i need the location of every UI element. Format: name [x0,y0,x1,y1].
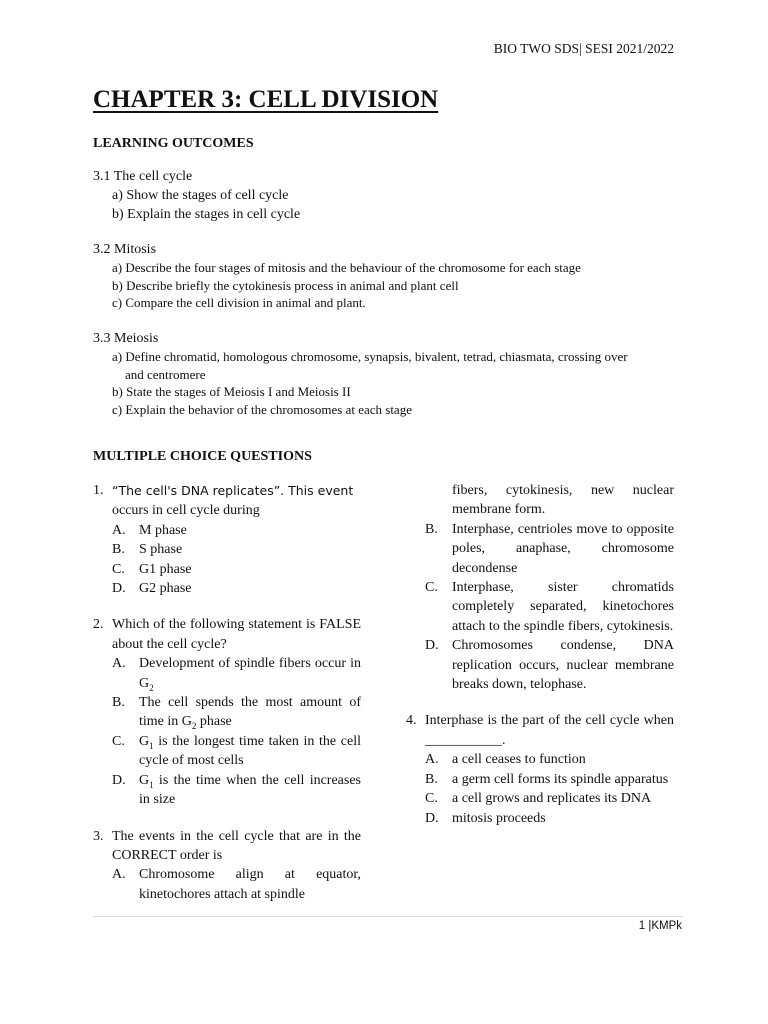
question-stem [93,615,361,654]
option-label: C. [425,791,438,807]
option-text: The cell spends the most amount of time in G [139,695,361,730]
document-header: BIO TWO SDS| SESI 2021/2022 [493,41,674,56]
question-stem [93,481,361,521]
question-3 [93,827,361,905]
chapter-title: CHAPTER 3: CELL DIVISION [93,86,439,113]
outcome-item: a) Describe the four stages of mitosis and the behaviour of the chromosome for each stage [112,260,581,275]
option-b [406,520,674,578]
option-c [406,578,674,636]
option-text: G2 phase [139,581,192,597]
option-a [406,750,674,769]
outcome-item: b) State the stages of Meiosis I and Meiosis II [112,384,351,399]
section-title: 3.1 The cell cycle [93,169,193,184]
outcome-item: b) Explain the stages in cell cycle [112,207,301,222]
question-2 [93,615,361,809]
option-text: is the longest time taken in the cell cycle of most cells [139,733,361,769]
option-b [93,540,361,559]
option-label: A. [425,752,439,768]
option-text: a cell ceases to function [452,752,586,768]
question-number: 1. [93,483,104,498]
option-label: D. [425,638,439,654]
question-4 [406,711,674,827]
footer-divider [93,916,683,917]
option-label: A. [112,867,126,883]
mcq-heading: MULTIPLE CHOICE QUESTIONS [93,449,312,464]
subscript: 2 [191,721,197,732]
option-c [93,560,361,579]
question-stem [406,711,674,750]
mcq-left-column [93,481,361,921]
question-text: The events in the cell cycle that are in the CORRECT order is [112,828,361,863]
outcome-item: c) Explain the behavior of the chromosomes at each stage [112,401,412,417]
option-a [93,865,361,904]
option-b [406,770,674,789]
outcome-item: c) Compare the cell division in animal and plant. [112,295,366,310]
question-number: 2. [93,617,104,633]
option-text: mitosis proceeds [452,810,546,826]
option-label: D. [112,581,126,597]
option-label: B. [425,521,438,537]
mcq-right-column [406,481,674,845]
outcome-item: b) Describe briefly the cytokinesis process in animal and plant cell [112,277,459,293]
option-label: A. [112,522,126,538]
outcome-section-3-2 [93,240,683,312]
outcome-text-continued: and centromere [125,366,206,382]
option-d [93,579,361,598]
option-text: Chromosomes condense, DNA replication occurs, nuclear membrane breaks down, telophase. [452,638,674,693]
option-label: A. [112,656,126,672]
question-text: “The cell's DNA replicates”. This event [112,483,354,498]
option-text: S phase [139,542,183,558]
option-text: M phase [139,522,187,538]
section-title: 3.2 Mitosis [93,242,157,257]
option-text: a cell grows and replicates its DNA [452,791,652,807]
option-text-tail: phase [196,714,232,730]
option-c [406,789,674,808]
subscript: 1 [149,779,154,790]
outcome-text: a) Define chromatid, homologous chromosome, synapsis, bivalent, tetrad, chiasmata, crossing over [112,349,628,364]
option-label: C. [425,580,438,596]
option-a [93,654,361,693]
page-number: 1 |KMPk [638,920,682,932]
question-number: 4. [406,713,417,729]
option-text-prefix: G [139,733,150,749]
option-a-continued: fibers, cytokinesis, new nuclear membrane form. [452,483,674,518]
option-text: Development of spindle fibers occur in G [139,656,361,691]
option-label: D. [425,810,439,826]
option-d [406,636,674,694]
outcome-item [93,348,683,383]
outcome-section-3-1 [93,167,683,224]
option-label: B. [112,695,125,711]
option-c [93,732,361,771]
question-text-continued: occurs in cell cycle during [112,503,260,519]
option-label: B. [112,542,125,558]
subscript: 2 [149,682,154,693]
option-label: D. [112,772,126,788]
question-text: Which of the following statement is FALSE about the cell cycle? [112,617,361,652]
option-text: Interphase, centrioles move to opposite poles, anaphase, chromosome decondense [452,521,674,576]
option-text: G1 phase [139,561,192,577]
section-title: 3.3 Meiosis [93,331,159,346]
question-1 [93,481,361,598]
option-label: B. [425,771,438,787]
option-d [93,771,361,810]
option-d [406,809,674,828]
option-text-prefix: G [139,772,150,788]
subscript: 1 [149,740,154,751]
outcome-item: a) Show the stages of cell cycle [112,188,289,203]
question-text: Interphase is the part of the cell cycle when ___________. [425,713,674,748]
outcome-section-3-3 [93,329,683,418]
option-a [93,521,361,540]
question-stem [93,827,361,866]
option-text: Chromosome align at equator, kinetochores attach at spindle [139,867,361,902]
option-b [93,693,361,732]
option-label: C. [112,561,125,577]
question-3-continued [406,481,674,694]
question-number: 3. [93,828,104,844]
option-label: C. [112,733,125,749]
option-text: is the time when the cell increases in size [139,772,361,808]
learning-outcomes-heading: LEARNING OUTCOMES [93,136,254,151]
option-text: Interphase, sister chromatids completely separated, kinetochores attach to the spindle fibers, cytokinesis. [452,580,674,634]
option-text: a germ cell forms its spindle apparatus [452,771,669,787]
